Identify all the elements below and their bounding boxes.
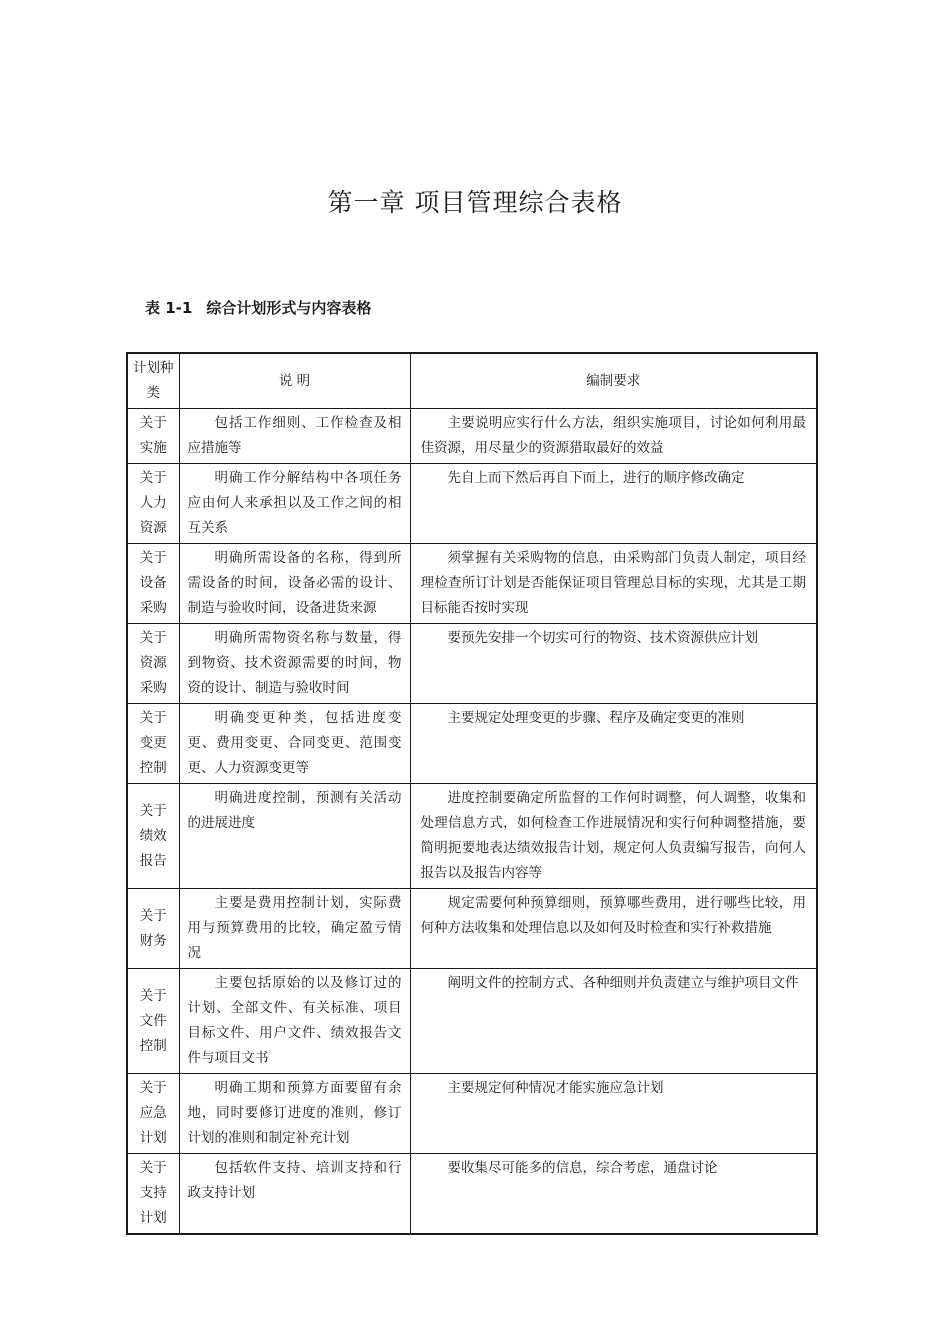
row-requirements: 要收集尽可能多的信息，综合考虑，通盘讨论 [410, 1154, 817, 1235]
table-row [127, 1154, 817, 1235]
row-plan-type: 关于绩效报告 [127, 784, 179, 889]
row-description: 明确变更种类，包括进度变更、费用变更、合同变更、范围变更、人力资源变更等 [179, 704, 410, 784]
row-requirements: 主要规定何种情况才能实施应急计划 [410, 1074, 817, 1154]
table-row [127, 624, 817, 704]
table-row [127, 464, 817, 544]
row-plan-type: 关于实施 [127, 409, 179, 464]
row-requirements: 要预先安排一个切实可行的物资、技术资源供应计划 [410, 624, 817, 704]
row-requirements: 规定需要何种预算细则，预算哪些费用，进行哪些比较，用何种方法收集和处理信息以及如何及时检查和实行补救措施 [410, 889, 817, 969]
row-description: 包括软件支持、培训支持和行政支持计划 [179, 1154, 410, 1235]
row-plan-type: 关于资源采购 [127, 624, 179, 704]
row-description: 明确所需物资名称与数量，得到物资、技术资源需要的时间，物资的设计、制造与验收时间 [179, 624, 410, 704]
row-requirements: 先自上而下然后再自下而上，进行的顺序修改确定 [410, 464, 817, 544]
header-description: 说 明 [179, 353, 410, 409]
row-description: 明确所需设备的名称，得到所需设备的时间，设备必需的设计、制造与验收时间，设备进货来源 [179, 544, 410, 624]
row-requirements: 进度控制要确定所监督的工作何时调整，何人调整，收集和处理信息方式，如何检查工作进展情况和实行何种调整措施，要简明扼要地表达绩效报告计划，规定何人负责编写报告，向何人报告以及报告内容等 [410, 784, 817, 889]
row-description: 主要是费用控制计划，实际费用与预算费用的比较，确定盈亏情况 [179, 889, 410, 969]
table-caption-title: 综合计划形式与内容表格 [206, 299, 372, 317]
header-plan-type: 计划种类 [127, 353, 179, 409]
row-description: 明确工作分解结构中各项任务应由何人来承担以及工作之间的相互关系 [179, 464, 410, 544]
table-caption-number: 表 1-1 [145, 299, 193, 317]
table-row [127, 969, 817, 1074]
row-plan-type: 关于支持计划 [127, 1154, 179, 1235]
table-row [127, 704, 817, 784]
chapter-title: 第一章 项目管理综合表格 [327, 188, 623, 217]
table-row [127, 544, 817, 624]
row-plan-type: 关于变更控制 [127, 704, 179, 784]
table-caption [145, 297, 371, 318]
row-plan-type: 关于设备采购 [127, 544, 179, 624]
row-description: 明确工期和预算方面要留有余地，同时要修订进度的准则，修订计划的准则和制定补充计划 [179, 1074, 410, 1154]
table-header-row [127, 353, 817, 409]
row-requirements: 阐明文件的控制方式、各种细则并负责建立与维护项目文件 [410, 969, 817, 1074]
row-description: 主要包括原始的以及修订过的计划、全部文件、有关标准、项目目标文件、用户文件、绩效报告文件与项目文书 [179, 969, 410, 1074]
row-plan-type: 关于文件控制 [127, 969, 179, 1074]
row-plan-type: 关于财务 [127, 889, 179, 969]
row-requirements: 主要规定处理变更的步骤、程序及确定变更的准则 [410, 704, 817, 784]
row-description: 明确进度控制，预测有关活动的进展进度 [179, 784, 410, 889]
row-requirements: 主要说明应实行什么方法，组织实施项目，讨论如何利用最佳资源，用尽量少的资源猎取最好的效益 [410, 409, 817, 464]
row-description: 包括工作细则、工作检查及相应措施等 [179, 409, 410, 464]
table-row [127, 409, 817, 464]
table-row [127, 784, 817, 889]
header-requirements: 编制要求 [410, 353, 817, 409]
row-requirements: 须掌握有关采购物的信息，由采购部门负责人制定，项目经理检查所订计划是否能保证项目管理总目标的实现，尤其是工期目标能否按时实现 [410, 544, 817, 624]
row-plan-type: 关于人力资源 [127, 464, 179, 544]
plan-table [126, 352, 818, 1235]
table-row [127, 889, 817, 969]
table-row [127, 1074, 817, 1154]
row-plan-type: 关于应急计划 [127, 1074, 179, 1154]
